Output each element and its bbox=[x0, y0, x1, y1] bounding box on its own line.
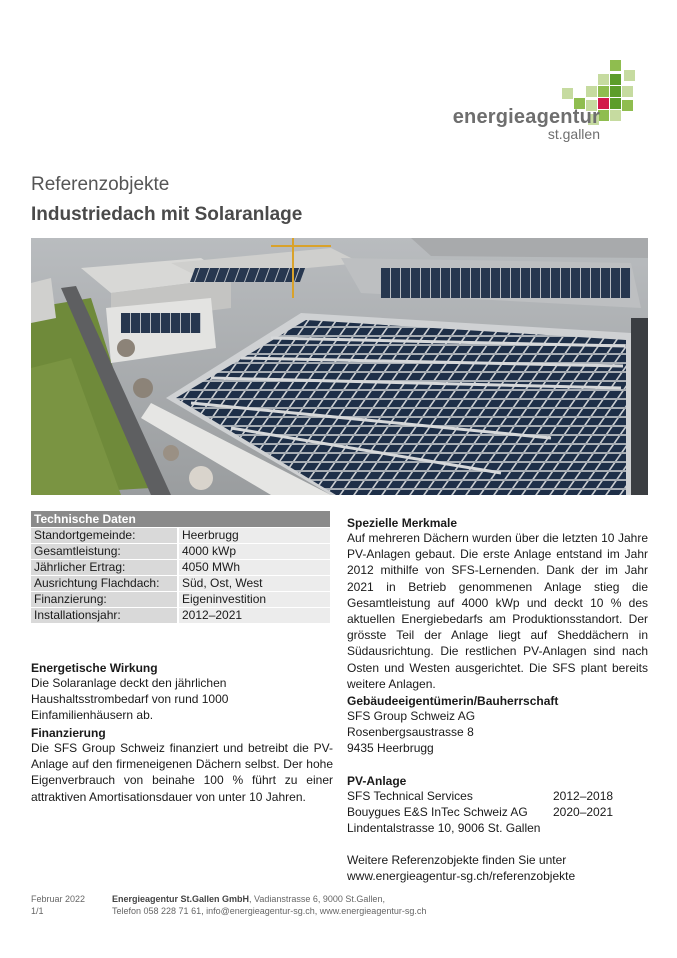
section-pv-anlage bbox=[347, 774, 648, 837]
pv-years: 2020–2021 bbox=[553, 805, 614, 820]
tech-data-table bbox=[31, 511, 330, 623]
tech-row-value: Heerbrugg bbox=[179, 528, 330, 543]
section-heading: Gebäudeeigentümerin/Bauherrschaft bbox=[347, 694, 559, 708]
section-heading: Spezielle Merkmale bbox=[347, 516, 458, 530]
logo-subline: st.gallen bbox=[547, 126, 600, 142]
logo-pixel bbox=[622, 86, 633, 97]
tech-row-label: Installationsjahr: bbox=[31, 608, 177, 623]
tech-table-row bbox=[31, 576, 330, 591]
footer-page-number: 1/1 bbox=[31, 906, 44, 916]
section-heading: PV-Anlage bbox=[347, 774, 407, 788]
tech-table-body bbox=[31, 528, 330, 623]
logo-pixel bbox=[610, 74, 621, 85]
tech-row-value: 4050 MWh bbox=[179, 560, 330, 575]
section-finanzierung bbox=[31, 726, 333, 805]
tech-table-row bbox=[31, 544, 330, 559]
footer-date-page bbox=[31, 893, 85, 917]
pv-row bbox=[347, 804, 648, 820]
tech-table-heading: Technische Daten bbox=[31, 511, 330, 527]
pv-company: Bouygues E&S InTec Schweiz AG bbox=[347, 805, 528, 820]
section-energetische-wirkung bbox=[31, 661, 333, 724]
footer-contact-line[interactable]: Telefon 058 228 71 61, info@energieagentur-sg.ch, www.energieagentur-sg.ch bbox=[112, 906, 427, 916]
tech-row-value: 4000 kWp bbox=[179, 544, 330, 559]
section-text: Auf mehreren Dächern wurden über die letzten 10 Jahre PV-Anlagen gebaut. Die erste Anlage entstand im Jahr 2012 mithilfe von SFS-Lernenden. Dank der im Jahr 2021 in Betrieb genommenen Anlage stieg die Gesamtleistung auf 4000 kWp und deckt 10 % des aktuellen Energiebedarfs am Produktionsstandort. Der grösste Teil der Anlage liegt auf Sheddächern in Südausrichtung. Die restlichen PV-Anlagen sind nach Osten und Westen ausgerichtet. Die SFS plant bereits weitere Anlagen. bbox=[347, 531, 648, 691]
pv-row bbox=[347, 788, 648, 804]
logo-pixel bbox=[622, 100, 633, 111]
logo-pixel bbox=[610, 60, 621, 71]
page-kicker: Referenzobjekte bbox=[31, 174, 170, 195]
pv-years: 2012–2018 bbox=[553, 789, 614, 803]
logo-wordmark: energieagentur bbox=[452, 106, 600, 128]
tech-row-value: Süd, Ost, West bbox=[179, 576, 330, 591]
logo-pixel bbox=[598, 74, 609, 85]
section-heading: Finanzierung bbox=[31, 726, 106, 740]
aerial-photo-illustration bbox=[31, 238, 648, 495]
pv-row bbox=[347, 820, 648, 836]
footer-date: Februar 2022 bbox=[31, 894, 86, 904]
logo-pixel bbox=[610, 110, 621, 121]
tech-row-label: Finanzierung: bbox=[31, 592, 177, 607]
footer-address: , Vadianstrasse 6, 9000 St.Gallen, bbox=[249, 894, 385, 904]
energieagentur-logo bbox=[438, 60, 638, 144]
owner-line: Rosenbergsaustrasse 8 bbox=[347, 725, 474, 740]
more-references-link[interactable]: www.energieagentur-sg.ch/referenzobjekte bbox=[347, 869, 576, 884]
section-owner bbox=[347, 694, 648, 757]
owner-line: 9435 Heerbrugg bbox=[347, 741, 434, 756]
page-title: Industriedach mit Solaranlage bbox=[31, 204, 303, 225]
section-heading: Energetische Wirkung bbox=[31, 661, 158, 675]
tech-row-value: 2012–2021 bbox=[179, 608, 330, 623]
more-references-text: Weitere Referenzobjekte finden Sie unter bbox=[347, 853, 567, 867]
tech-row-label: Ausrichtung Flachdach: bbox=[31, 576, 177, 591]
section-text: Die Solaranlage deckt den jährlichen Haushaltsstrombedarf von rund 1000 Einfamilienhäusern ab. bbox=[31, 676, 229, 723]
owner-line: SFS Group Schweiz AG bbox=[347, 709, 476, 723]
footer-contact bbox=[112, 893, 426, 917]
tech-table-row bbox=[31, 560, 330, 575]
tech-table-row bbox=[31, 608, 330, 623]
aerial-photo bbox=[31, 238, 648, 495]
section-spezielle-merkmale bbox=[347, 516, 648, 692]
tech-row-label: Gesamtleistung: bbox=[31, 544, 177, 559]
logo-pixel bbox=[624, 70, 635, 81]
logo-pixel bbox=[610, 98, 621, 109]
logo-pixel bbox=[598, 86, 609, 97]
tech-table-row bbox=[31, 592, 330, 607]
tech-table-row bbox=[31, 528, 330, 543]
pv-company: SFS Technical Services bbox=[347, 789, 473, 803]
tech-row-value: Eigeninvestition bbox=[179, 592, 330, 607]
logo-pixel bbox=[610, 86, 621, 97]
pv-address: Lindentalstrasse 10, 9006 St. Gallen bbox=[347, 821, 541, 836]
footer-company: Energieagentur St.Gallen GmbH bbox=[112, 894, 250, 904]
tech-row-label: Standortgemeinde: bbox=[31, 528, 177, 543]
logo-pixel bbox=[586, 86, 597, 97]
tech-row-label: Jährlicher Ertrag: bbox=[31, 560, 177, 575]
section-text: Die SFS Group Schweiz finanziert und betreibt die PV-Anlage auf den firmeneigenen Dächern selbst. Der hohe Eigenverbrauch von beinahe 100 % führt zu einer attraktiven Amortisationsdauer von unter 10 Jahren. bbox=[31, 741, 333, 804]
logo-pixel bbox=[562, 88, 573, 99]
more-references bbox=[347, 852, 648, 884]
